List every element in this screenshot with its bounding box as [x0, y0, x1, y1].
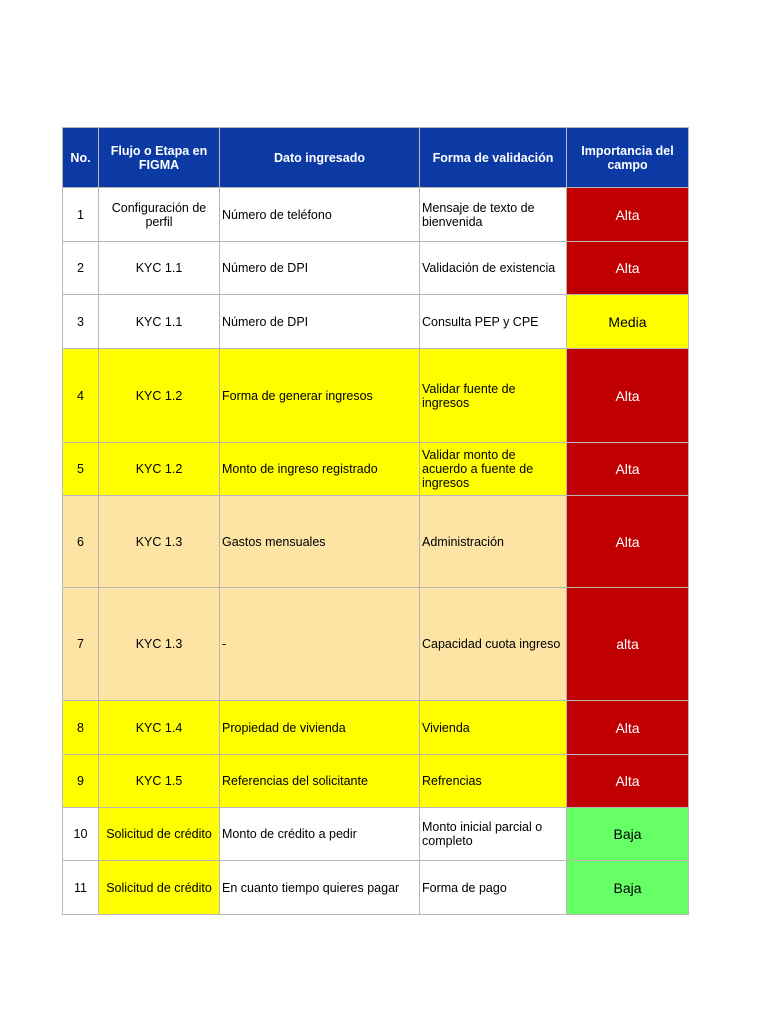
cell-dato: Número de DPI	[220, 295, 420, 349]
table-header-row	[63, 128, 689, 188]
cell-forma: Validar monto de acuerdo a fuente de ingresos	[420, 443, 567, 496]
cell-importancia: Alta	[567, 443, 689, 496]
cell-forma: Monto inicial parcial o completo	[420, 808, 567, 861]
cell-dato: Propiedad de vivienda	[220, 701, 420, 755]
cell-dato: Monto de ingreso registrado	[220, 443, 420, 496]
cell-importancia: Media	[567, 295, 689, 349]
cell-forma: Consulta PEP y CPE	[420, 295, 567, 349]
table-row	[63, 295, 689, 349]
header-dato: Dato ingresado	[220, 128, 420, 188]
cell-no: 2	[63, 242, 99, 295]
table-row	[63, 808, 689, 861]
cell-importancia: Alta	[567, 188, 689, 242]
cell-flujo: KYC 1.5	[99, 755, 220, 808]
table-row	[63, 349, 689, 443]
cell-no: 5	[63, 443, 99, 496]
cell-flujo: Configuración de perfil	[99, 188, 220, 242]
cell-no: 7	[63, 588, 99, 701]
cell-forma: Vivienda	[420, 701, 567, 755]
cell-flujo: KYC 1.2	[99, 349, 220, 443]
cell-no: 11	[63, 861, 99, 915]
cell-no: 3	[63, 295, 99, 349]
table-row	[63, 188, 689, 242]
cell-no: 4	[63, 349, 99, 443]
cell-importancia: Alta	[567, 496, 689, 588]
cell-forma: Validar fuente de ingresos	[420, 349, 567, 443]
table-row	[63, 861, 689, 915]
cell-no: 6	[63, 496, 99, 588]
cell-forma: Forma de pago	[420, 861, 567, 915]
cell-flujo: KYC 1.4	[99, 701, 220, 755]
cell-forma: Refrencias	[420, 755, 567, 808]
cell-importancia: Alta	[567, 349, 689, 443]
cell-dato: Referencias del solicitante	[220, 755, 420, 808]
header-no: No.	[63, 128, 99, 188]
validation-table	[62, 127, 689, 915]
cell-flujo: KYC 1.3	[99, 496, 220, 588]
cell-importancia: Alta	[567, 755, 689, 808]
cell-importancia: Baja	[567, 861, 689, 915]
cell-importancia: Alta	[567, 242, 689, 295]
cell-dato: -	[220, 588, 420, 701]
cell-no: 8	[63, 701, 99, 755]
header-forma: Forma de validación	[420, 128, 567, 188]
cell-importancia: Alta	[567, 701, 689, 755]
table-row	[63, 588, 689, 701]
cell-flujo: Solicitud de crédito	[99, 808, 220, 861]
cell-importancia: alta	[567, 588, 689, 701]
header-importancia: Importancia del campo	[567, 128, 689, 188]
table-row	[63, 443, 689, 496]
cell-flujo: KYC 1.1	[99, 242, 220, 295]
cell-forma: Capacidad cuota ingreso	[420, 588, 567, 701]
cell-forma: Administración	[420, 496, 567, 588]
table-row	[63, 242, 689, 295]
header-flujo: Flujo o Etapa en FIGMA	[99, 128, 220, 188]
cell-no: 10	[63, 808, 99, 861]
cell-importancia: Baja	[567, 808, 689, 861]
cell-no: 9	[63, 755, 99, 808]
cell-forma: Mensaje de texto de bienvenida	[420, 188, 567, 242]
table-row	[63, 755, 689, 808]
cell-dato: Número de teléfono	[220, 188, 420, 242]
cell-dato: Gastos mensuales	[220, 496, 420, 588]
cell-flujo: KYC 1.2	[99, 443, 220, 496]
cell-dato: Número de DPI	[220, 242, 420, 295]
cell-no: 1	[63, 188, 99, 242]
cell-flujo: KYC 1.3	[99, 588, 220, 701]
cell-flujo: KYC 1.1	[99, 295, 220, 349]
cell-dato: Monto de crédito a pedir	[220, 808, 420, 861]
cell-dato: Forma de generar ingresos	[220, 349, 420, 443]
cell-dato: En cuanto tiempo quieres pagar	[220, 861, 420, 915]
table-row	[63, 496, 689, 588]
table-row	[63, 701, 689, 755]
cell-forma: Validación de existencia	[420, 242, 567, 295]
cell-flujo: Solicitud de crédito	[99, 861, 220, 915]
